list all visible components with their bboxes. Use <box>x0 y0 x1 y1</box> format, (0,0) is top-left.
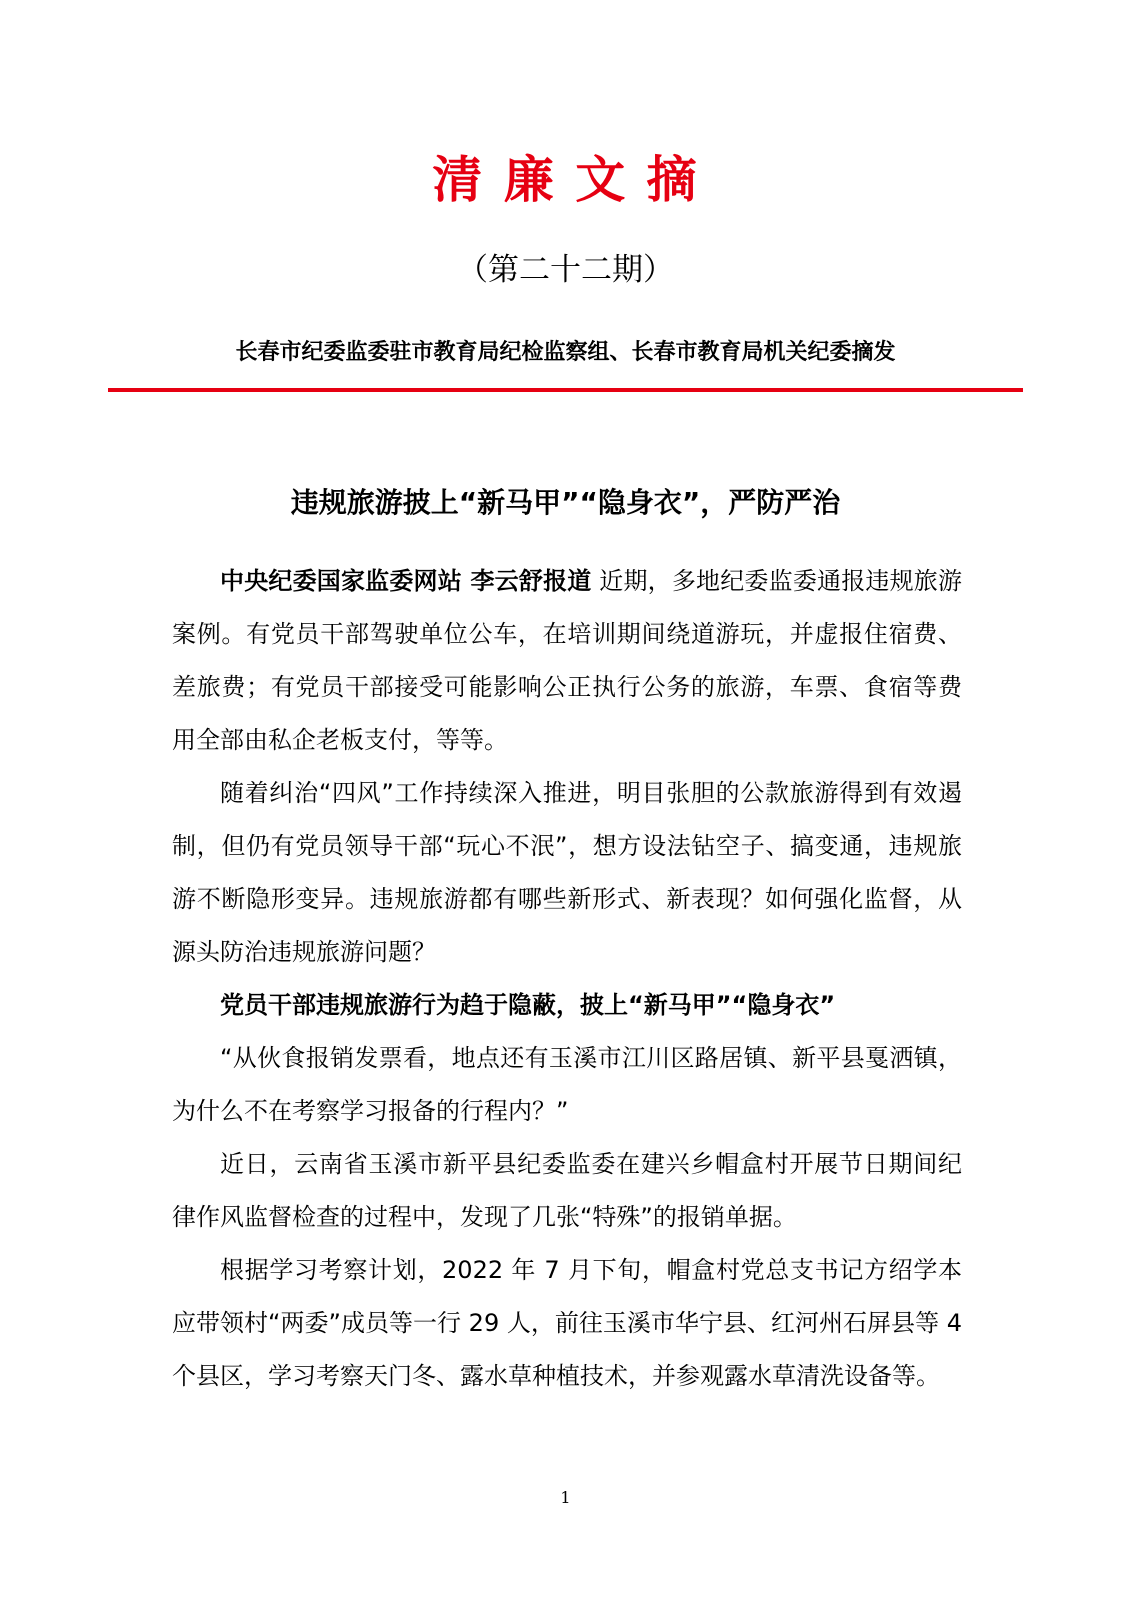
paragraph-1 <box>172 555 962 767</box>
paragraph-5: 根据学习考察计划，2022 年 7 月下旬，帽盒村党总支书记方绍学本应带领村“两委”成员等一行 29 人，前往玉溪市华宁县、红河州石屏县等 4 个县区，学习考察天门冬、露水草种植技术，并参观露水草清洗设备等。 <box>172 1256 962 1390</box>
masthead-title: 清 廉 文 摘 <box>432 151 699 209</box>
article-headline: 违规旅游披上“新马甲”“隐身衣”，严防严治 <box>290 486 841 519</box>
paragraph-4: 近日，云南省玉溪市新平县纪委监委在建兴乡帽盒村开展节日期间纪律作风监督检查的过程中，发现了几张“特殊”的报销单据。 <box>172 1150 962 1231</box>
paragraph-2: 随着纠治“四风”工作持续深入推进，明目张胆的公款旅游得到有效遏制，但仍有党员领导干部“玩心不泯”，想方设法钻空子、搞变通，违规旅游不断隐形变异。违规旅游都有哪些新形式、新表现？如何强化监督，从源头防治违规旅游问题？ <box>172 779 962 966</box>
issue-number: （第二十二期） <box>457 252 674 288</box>
page-number: 1 <box>560 1488 571 1507</box>
section-subheading: 党员干部违规旅游行为趋于隐蔽，披上“新马甲”“隐身衣” <box>220 991 836 1019</box>
red-divider <box>108 388 1023 392</box>
byline: 中央纪委国家监委网站 李云舒报道 <box>220 567 592 595</box>
paragraph-3: “从伙食报销发票看，地点还有玉溪市江川区路居镇、新平县戛洒镇，为什么不在考察学习报备的行程内？” <box>172 1044 962 1125</box>
paragraph-1-text: 近期，多地纪委监委通报违规旅游案例。有党员干部驾驶单位公车，在培训期间绕道游玩，并虚报住宿费、差旅费；有党员干部接受可能影响公正执行公务的旅游，车票、食宿等费用全部由私企老板支付，等等。 <box>172 567 962 754</box>
article-body <box>172 555 962 1403</box>
publisher-line: 长春市纪委监委驻市教育局纪检监察组、长春市教育局机关纪委摘发 <box>235 339 896 365</box>
